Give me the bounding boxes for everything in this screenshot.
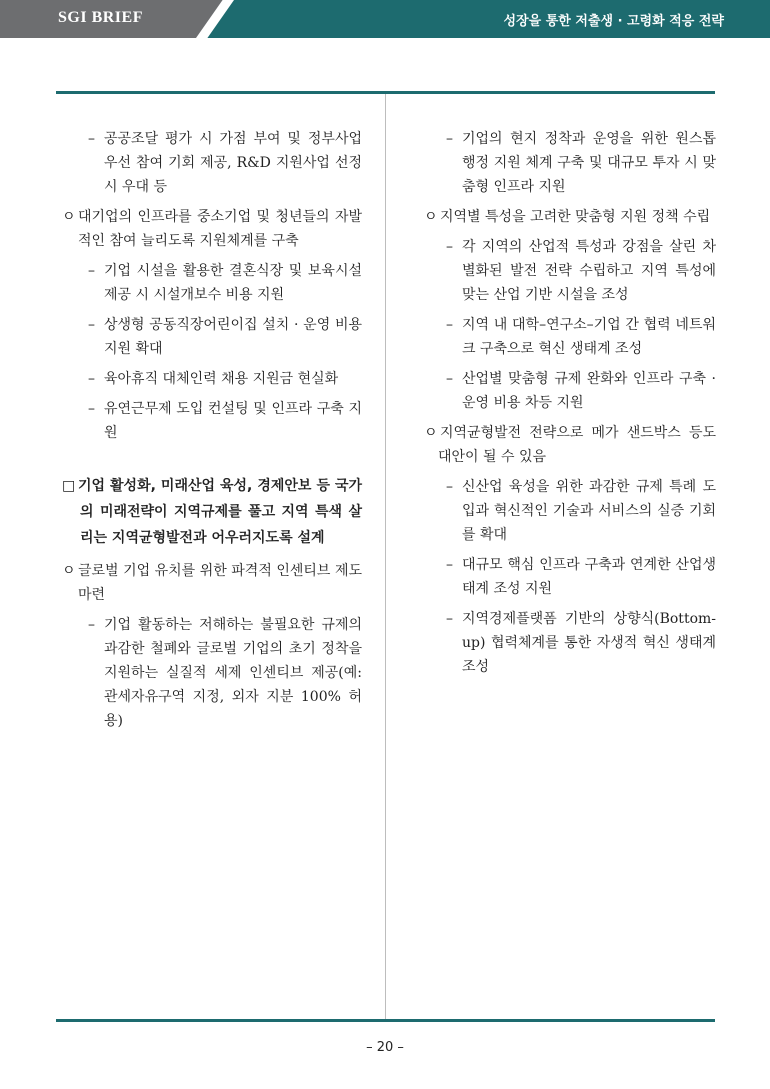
bullet-item	[62, 559, 362, 607]
sub-bullet-item	[424, 313, 716, 361]
dash-marker: –	[88, 317, 95, 333]
item-text: 기업 시설을 활용한 결혼식장 및 보육시설 제공 시 시설개보수 비용 지원	[104, 263, 362, 303]
sub-bullet-item	[62, 259, 362, 307]
item-text: 지역별 특성을 고려한 맞춤형 지원 정책 수립	[440, 209, 711, 225]
dash-marker: –	[88, 617, 95, 633]
sub-bullet-item	[424, 235, 716, 307]
dash-marker: –	[446, 131, 453, 147]
item-text: 공공조달 평가 시 가점 부여 및 정부사업 우선 참여 기회 제공, R&D 지원사업 선정 시 우대 등	[104, 131, 362, 195]
item-text: 각 지역의 산업적 특성과 강점을 살린 차별화된 발전 전략 수립하고 지역 특성에 맞는 산업 기반 시설을 조성	[462, 239, 716, 303]
dash-marker: –	[446, 371, 453, 387]
left-column	[62, 127, 362, 739]
item-text: 기업의 현지 정착과 운영을 위한 원스톱 행정 지원 체계 구축 및 대규모 투자 시 맞춤형 인프라 지원	[462, 131, 716, 195]
bullet-item	[424, 421, 716, 469]
item-text: 상생형 공동직장어린이집 설치 · 운영 비용 지원 확대	[104, 317, 362, 357]
sub-bullet-item	[62, 367, 362, 391]
dash-marker: –	[88, 371, 95, 387]
item-text: 유연근무제 도입 컨설팅 및 인프라 구축 지원	[104, 401, 362, 441]
right-column	[424, 127, 716, 685]
item-text: 신산업 육성을 위한 과감한 규제 특례 도입과 혁신적인 기술과 서비스의 실증 기회를 확대	[462, 479, 716, 543]
sub-bullet-item	[62, 313, 362, 361]
sub-bullet-item	[424, 367, 716, 415]
sub-bullet-item	[424, 553, 716, 601]
item-text: 지역균형발전 전략으로 메가 샌드박스 등도 대안이 될 수 있음	[438, 425, 716, 465]
circle-marker: ㅇ	[62, 563, 76, 579]
dash-marker: –	[88, 131, 95, 147]
sub-bullet-item	[424, 127, 716, 199]
item-text: 기업 활동하는 저해하는 불필요한 규제의 과감한 철폐와 글로벌 기업의 초기 정착을 지원하는 실질적 세제 인센티브 제공(예: 관세자유구역 지정, 외자 지분 100% 허용)	[104, 617, 362, 729]
dash-marker: –	[446, 479, 453, 495]
header-bar	[0, 0, 770, 38]
bullet-item	[62, 205, 362, 253]
sub-bullet-item	[62, 613, 362, 733]
item-text: 글로벌 기업 유치를 위한 파격적 인센티브 제도 마련	[78, 563, 362, 603]
item-text: 대규모 핵심 인프라 구축과 연계한 산업생태계 조성 지원	[462, 557, 716, 597]
document-title: 성장을 통한 저출생 · 고령화 적응 전략	[503, 14, 724, 29]
dash-marker: –	[446, 611, 453, 627]
item-text: 육아휴직 대체인력 채용 지원금 현실화	[104, 371, 339, 387]
dash-marker: –	[446, 557, 453, 573]
column-divider	[385, 94, 386, 1019]
bottom-rule	[56, 1019, 715, 1022]
dash-marker: –	[446, 317, 453, 333]
dash-marker: –	[446, 239, 453, 255]
square-marker: □	[62, 478, 76, 494]
circle-marker: ㅇ	[424, 425, 438, 441]
item-text: 기업 활성화, 미래산업 육성, 경제안보 등 국가의 미래전략이 지역규제를 풀고 지역 특색 살리는 지역균형발전과 어우러지도록 설계	[78, 478, 362, 546]
bullet-item	[424, 205, 716, 229]
circle-marker: ㅇ	[424, 209, 438, 225]
sub-bullet-item	[424, 607, 716, 679]
dash-marker: –	[88, 263, 95, 279]
sub-bullet-item	[62, 397, 362, 445]
page-number: – 20 –	[366, 1040, 404, 1055]
circle-marker: ㅇ	[62, 209, 76, 225]
sub-bullet-item	[424, 475, 716, 547]
brand-label: SGI BRIEF	[58, 9, 143, 26]
sub-bullet-item	[62, 127, 362, 199]
item-text: 대기업의 인프라를 중소기업 및 청년들의 자발적인 참여 늘리도록 지원체계를 구축	[78, 209, 362, 249]
dash-marker: –	[88, 401, 95, 417]
item-text: 지역 내 대학–연구소–기업 간 협력 네트워크 구축으로 혁신 생태계 조성	[462, 317, 716, 357]
item-text: 산업별 맞춤형 규제 완화와 인프라 구축 · 운영 비용 차등 지원	[462, 371, 716, 411]
item-text: 지역경제플랫폼 기반의 상향식(Bottom-up) 협력체계를 통한 자생적 혁신 생태계 조성	[462, 611, 716, 675]
section-heading	[62, 473, 362, 551]
